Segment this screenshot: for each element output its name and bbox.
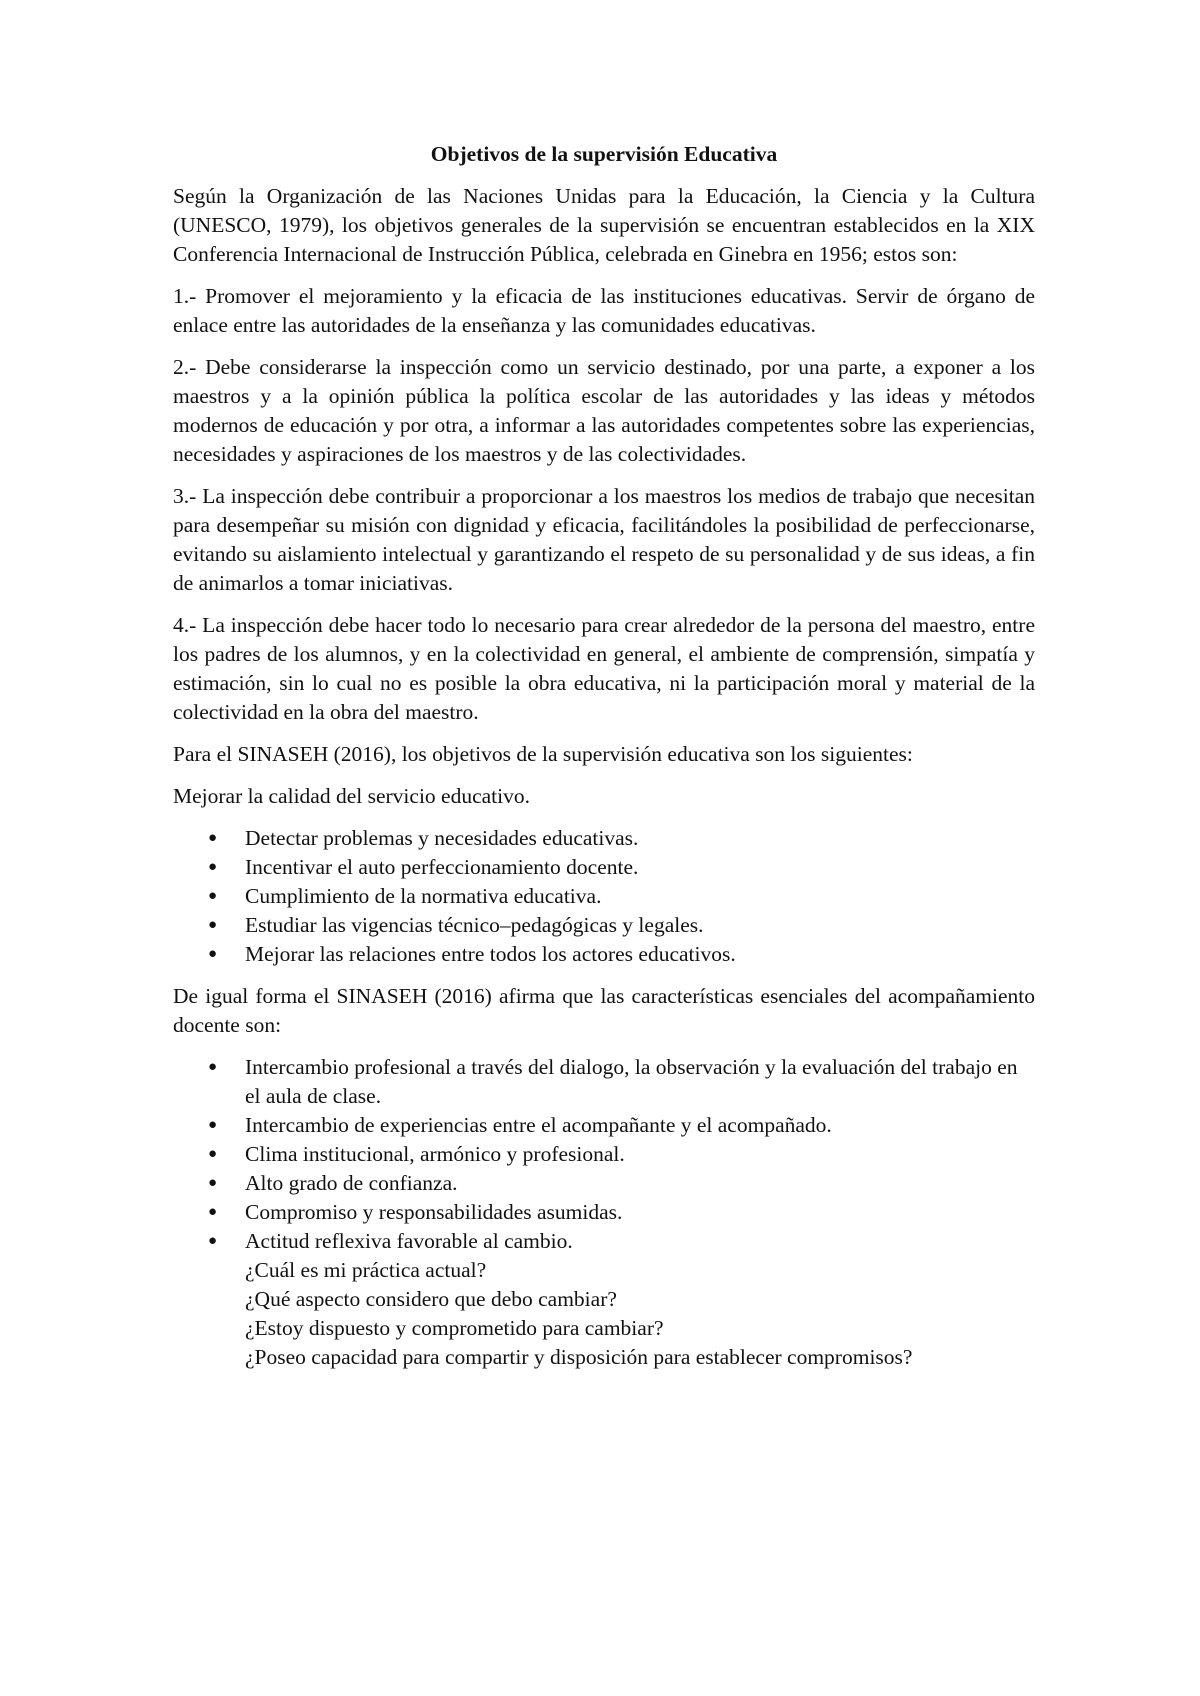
list-item-text: Compromiso y responsabilidades asumidas. (245, 1200, 623, 1224)
intro-paragraph: Según la Organización de las Naciones Unidas para la Educación, la Ciencia y la Cultura (UNESCO, 1979), los objetivos generales de la supervisión se encuentran establecidos en la XIX Conferencia Internacional de Instrucción Pública, celebrada en Ginebra en 1956; estos son: (173, 184, 1035, 266)
bullet-icon: ● (208, 830, 218, 846)
list-item (208, 1169, 1035, 1198)
list-item (208, 940, 1035, 969)
objective-1-paragraph: 1.- Promover el mejoramiento y la eficacia de las instituciones educativas. Servir de órgano de enlace entre las autoridades de la enseñanza y las comunidades educativas. (173, 284, 1035, 337)
bullet-icon: ● (208, 1204, 218, 1220)
list-item (208, 1053, 1035, 1111)
bullet-icon: ● (208, 1233, 218, 1249)
list-item-text: Alto grado de confianza. (245, 1171, 458, 1195)
list-item (208, 1198, 1035, 1227)
question-line: ¿Estoy dispuesto y comprometido para cambiar? (245, 1316, 664, 1340)
list-item (208, 824, 1035, 853)
mejorar-paragraph: Mejorar la calidad del servicio educativo. (173, 784, 530, 808)
list-item (208, 1111, 1035, 1140)
objectives-bullet-list (173, 824, 1035, 969)
bullet-icon: ● (208, 859, 218, 875)
objective-4-paragraph: 4.- La inspección debe hacer todo lo necesario para crear alrededor de la persona del maestro, entre los padres de los alumnos, y en la colectividad en general, el ambiente de comprensión, simpatía y estimación, sin lo cual no es posible la obra educativa, ni la participación moral y material de la colectividad en la obra del maestro. (173, 613, 1035, 724)
list-item (208, 1227, 1035, 1372)
list-item-text: Detectar problemas y necesidades educativas. (245, 826, 639, 850)
list-item-text: Intercambio de experiencias entre el acompañante y el acompañado. (245, 1113, 832, 1137)
objective-2-paragraph: 2.- Debe considerarse la inspección como un servicio destinado, por una parte, a exponer a los maestros y a la opinión pública la política escolar de las autoridades y las ideas y métodos modernos de educación y por otra, a informar a las autoridades competentes sobre las experiencias, necesidades y aspiraciones de los maestros y de las colectividades. (173, 355, 1035, 466)
list-item-text: Estudiar las vigencias técnico–pedagógicas y legales. (245, 913, 704, 937)
characteristics-bullet-list (173, 1053, 1035, 1372)
list-item (208, 882, 1035, 911)
question-line: ¿Cuál es mi práctica actual? (245, 1258, 487, 1282)
list-item-text: Clima institucional, armónico y profesional. (245, 1142, 625, 1166)
bullet-icon: ● (208, 1146, 218, 1162)
list-item (208, 853, 1035, 882)
page-title: Objetivos de la supervisión Educativa (430, 142, 778, 166)
bullet-icon: ● (208, 1175, 218, 1191)
list-item-text: Incentivar el auto perfeccionamiento docente. (245, 855, 639, 879)
document-page (173, 140, 1035, 1385)
sinaseh-paragraph: Para el SINASEH (2016), los objetivos de la supervisión educativa son los siguientes: (173, 742, 913, 766)
list-item (208, 1140, 1035, 1169)
reflection-questions (245, 1256, 1035, 1372)
objective-3-paragraph: 3.- La inspección debe contribuir a proporcionar a los maestros los medios de trabajo que necesitan para desempeñar su misión con dignidad y eficacia, facilitándoles la posibilidad de perfeccionarse, evitando su aislamiento intelectual y garantizando el respeto de su personalidad y de sus ideas, a fin de animarlos a tomar iniciativas. (173, 484, 1035, 595)
list-item-text: Mejorar las relaciones entre todos los actores educativos. (245, 942, 736, 966)
bullet-icon: ● (208, 946, 218, 962)
bullet-icon: ● (208, 1059, 218, 1075)
bullet-icon: ● (208, 917, 218, 933)
list-item (208, 911, 1035, 940)
bullet-icon: ● (208, 888, 218, 904)
list-item-text: Intercambio profesional a través del dialogo, la observación y la evaluación del trabajo en el aula de clase. (245, 1055, 1018, 1108)
bullet-icon: ● (208, 1117, 218, 1133)
question-line: ¿Qué aspecto considero que debo cambiar? (245, 1287, 617, 1311)
question-line: ¿Poseo capacidad para compartir y disposición para establecer compromisos? (245, 1345, 913, 1369)
list-item-text: Actitud reflexiva favorable al cambio. (245, 1229, 573, 1253)
caracteristicas-paragraph: De igual forma el SINASEH (2016) afirma que las características esenciales del acompañamiento docente son: (173, 984, 1035, 1037)
list-item-text: Cumplimiento de la normativa educativa. (245, 884, 602, 908)
